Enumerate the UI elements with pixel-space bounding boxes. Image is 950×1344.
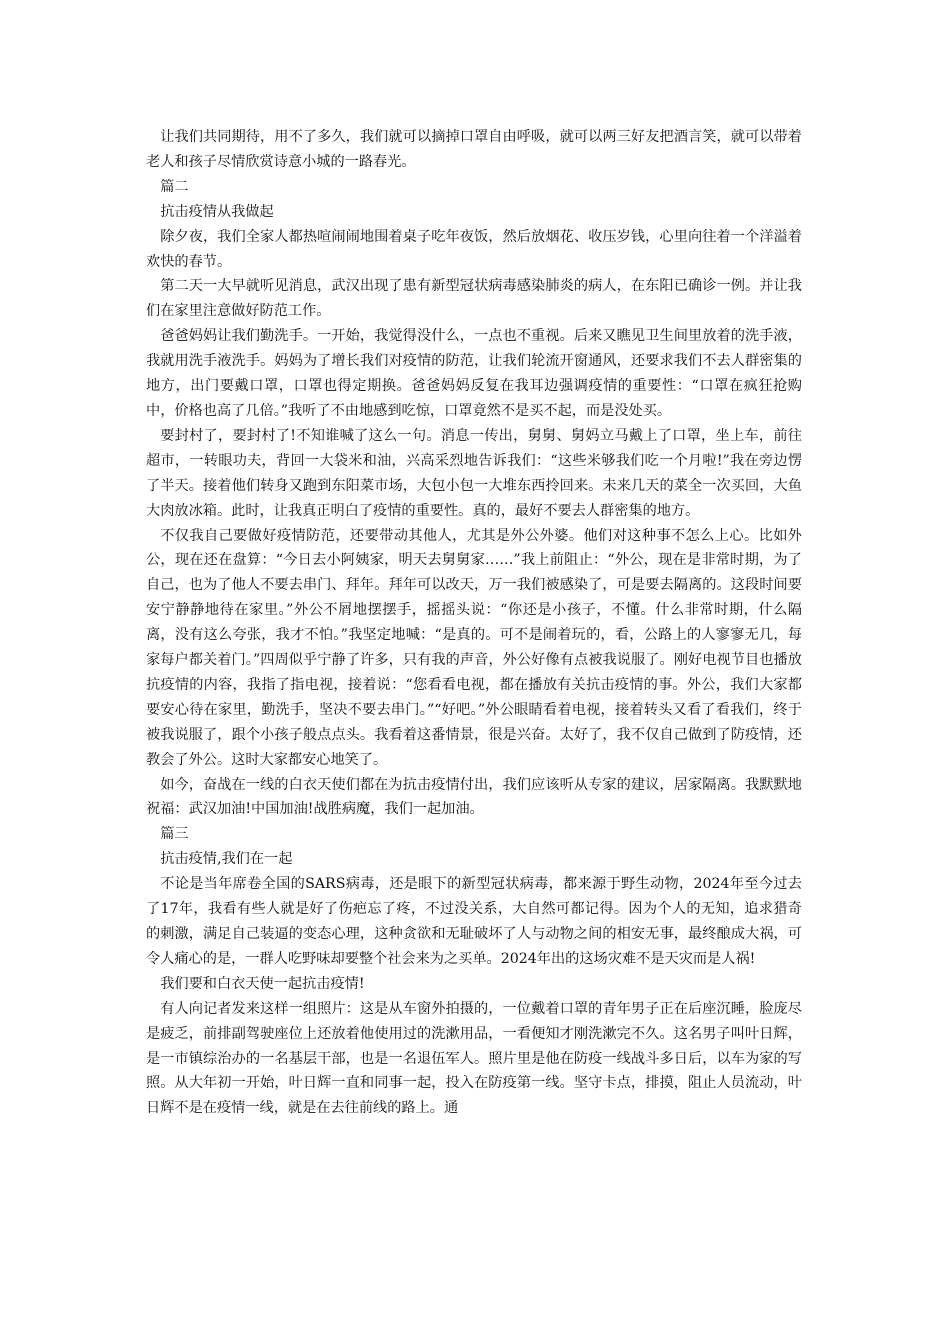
paragraph-new-year-eve: 除夕夜，我们全家人都热喧闹闹地围着桌子吃年夜饭，然后放烟花、收压岁钱，心里向往着一个洋溢着欢快的春节。 [146, 228, 802, 270]
paragraph-grandparents: 不仅我自己要做好疫情防范，还要带动其他人，尤其是外公外婆。他们对这种事不怎么上心。比如外公，现在还在盘算：“今日去小阿姨家，明天去舅舅家……”我上前阻止：“外公，现在是非常时期，为了自己，也为了他人不要去串门、拜年。拜年可以改天，万一我们被感染了，可是要去隔离的。这段时间要安宁静静地待在家里。”外公不屑地摆摆手，摇摇头说：“你还是小孩子，不懂。什么非常时期，什么隔离，没有这么夸张，我才不怕。”我坚定地喊：“是真的。可不是闹着玩的，看，公路上的人寥寥无几，每家每户都关着门。”四周似乎宁静了许多，只有我的声音，外公好像有点被我说服了。刚好电视节目也播放抗疫情的内容，我指了指电视，接着说：“您看看电视，都在播放有关抗击疫情的事。外公，我们大家都要安心待在家里，勤洗手，坚决不要去串门。”“好吧。”外公眼睛看着电视，接着转头又看了看我们，终于被我说服了，跟个小孩子般点点头。我看着这番情景，很是兴奋。太好了，我不仅自己做到了防疫情，还教会了外公。这时大家都安心地笑了。 [146, 527, 802, 768]
essay-title-part-three: 抗击疫情,我们在一起 [160, 851, 293, 868]
paragraph-next-day-news: 第二天一大早就听见消息，武汉出现了患有新型冠状病毒感染肺炎的病人，在东阳已确诊一例。并让我们在家里注意做好防范工作。 [146, 278, 802, 320]
document-page [146, 125, 802, 1121]
paragraph-village-lockdown: 要封村了，要封村了!不知谁喊了这么一句。消息一传出，舅舅、舅妈立马戴上了口罩，坐上车，前往超市，一转眼功夫，背回一大袋米和油，兴高采烈地告诉我们：“这些米够我们吃一个月啦!”我在旁边愣了半天。接着他们转身又跑到东阳菜市场，大包小包一大堆东西拎回来。未来几天的菜全一次买回，大鱼大肉放冰箱。此时，让我真正明白了疫情的重要性。真的，最好不要去人群密集的地方。 [146, 427, 802, 519]
paragraph-ye-rihui: 有人向记者发来这样一组照片：这是从车窗外拍摄的，一位戴着口罩的青年男子正在后座沉睡，脸庞尽是疲乏，前排副驾驶座位上还放着他使用过的洗漱用品，一看便知才刚洗漱完不久。这名男子叫叶日辉，是一市镇综治办的一名基层干部，也是一名退伍军人。照片里是他在防疫一线战斗多日后，以车为家的写照。从大年初一开始，叶日辉一直和同事一起，投入在防疫第一线。坚守卡点，排摸，阻止人员流动，叶日辉不是在疫情一线，就是在去往前线的路上。通 [146, 1000, 802, 1117]
paragraph-closing-hope: 让我们共同期待，用不了多久，我们就可以摘掉口罩自由呼吸，就可以两三好友把酒言笑，就可以带着老人和孩子尽情欣赏诗意小城的一路春光。 [146, 129, 802, 170]
section-label-part-two: 篇二 [160, 178, 189, 195]
paragraph-hand-washing: 爸爸妈妈让我们勤洗手。一开始，我觉得没什么，一点也不重视。后来又瞧见卫生间里放着的洗手液，我就用洗手液洗手。妈妈为了增长我们对疫情的防范，让我们轮流开窗通风，还要求我们不去人群密集的地方，出门要戴口罩，口罩也得定期换。爸爸妈妈反复在我耳边强调疫情的重要性：“口罩在疯狂抢购中，价格也高了几倍。”我听了不由地感到吃惊，口罩竟然不是买不起，而是没处买。 [146, 328, 802, 419]
paragraph-blessing: 如今，奋战在一线的白衣天使们都在为抗击疫情付出，我们应该听从专家的建议，居家隔离。我默默地祝福：武汉加油!中国加油!战胜病魔，我们一起加油。 [146, 776, 802, 818]
essay-title-part-two: 抗击疫情从我做起 [160, 203, 274, 220]
section-label-part-three: 篇三 [160, 826, 189, 843]
paragraph-with-medics: 我们要和白衣天使一起抗击疫情! [160, 975, 365, 992]
paragraph-wild-animals: 不论是当年席卷全国的SARS病毒，还是眼下的新型冠状病毒，都来源于野生动物，2024年至今过去了17年，我看有些人就是好了伤疤忘了疼，不过没关系，大自然可都记得。因为个人的无知，追求猎奇的刺激，满足自己装逼的变态心理，这种贪欲和无耻破坏了人与动物之间的相安无事，最终酿成大祸，可令人痛心的是，一群人吃野味却要整个社会来为之买单。2024年出的这场灾难不是天灾而是人祸! [146, 876, 802, 967]
